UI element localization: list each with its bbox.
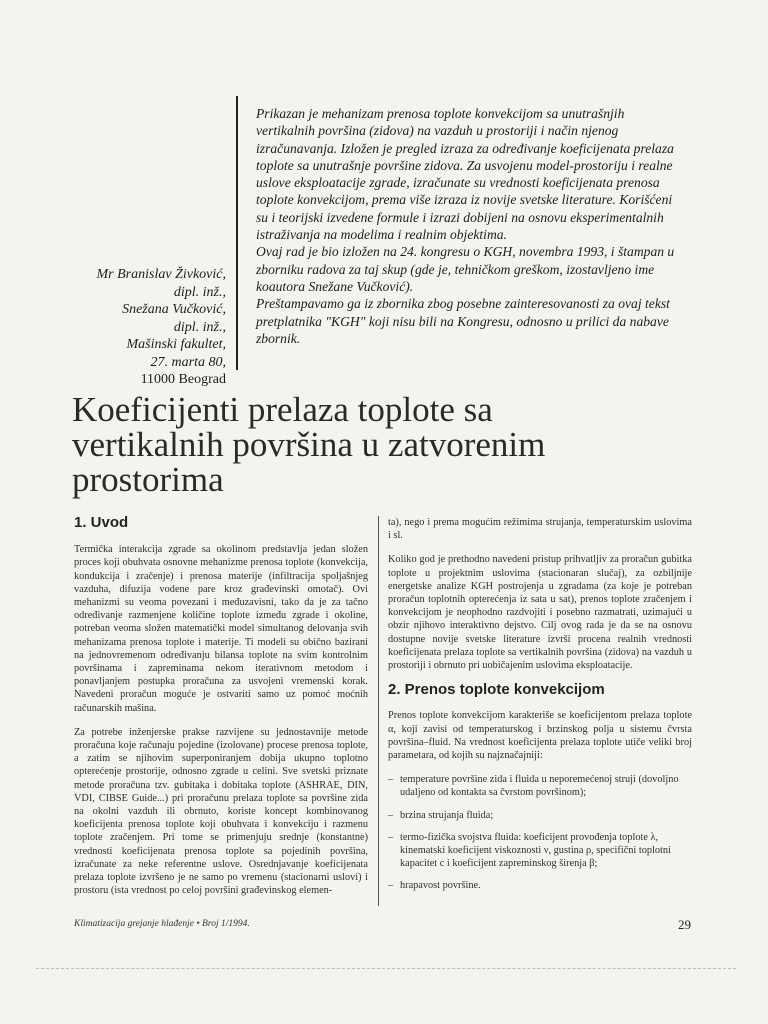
author-line: Mašinski fakultet, <box>126 337 226 352</box>
list-item: – brzina strujanja fluida; <box>388 809 692 822</box>
body-paragraph: Koliko god je prethodno navedeni pristup prihvatljiv za proračun gubitka toplote u projektnim uslovima (stacionaran slučaj), za ozbiljnije energetske analize KGH postrojenja u zgradama (za koje je potreban proračun toplotnih opterećenja iz sata u sat), prenos toplote zračenjem i konvekcijom je neophodno razdvojiti i posebno razmatrati, uzimajući u obzir njihovo interaktivno dejstvo. Cilj ovog rada je da se na osnovu dostupne novije svetske literature izvrši procena realnih vrednosti koeficijenata prelaza toplote sa vertikalnih površina (zidova) na vazduh u prostoriji i obrnuto pri uobičajenim uslovima eksploatacije. <box>388 554 692 672</box>
title-line: prostorima <box>72 460 224 499</box>
author-line: 27. marta 80, <box>150 354 226 370</box>
author-line: 11000 Beograd <box>140 372 226 387</box>
title-line: vertikalnih površina u zatvorenim <box>72 425 546 464</box>
article-title <box>72 392 712 497</box>
abstract-paragraph: Ovaj rad je bio izložen na 24. kongresu o KGH, novembra 1993, i štampan u zborniku radova za taj skup (gde je, tehničkom greškom, izostavljeno ime koautora Snežane Vučković). <box>256 244 675 294</box>
abstract <box>256 105 676 347</box>
section-heading-prenos: 2. Prenos toplote konvekcijom <box>388 681 605 699</box>
author-line: Snežana Vučković, <box>122 302 226 317</box>
body-paragraph: ta), nego i prema mogućim režimima strujanja, temperaturskim uslovima i sl. <box>388 517 692 542</box>
left-column <box>74 516 368 908</box>
parameter-list <box>388 773 692 892</box>
column-divider <box>378 516 379 906</box>
journal-footer: Klimatizacija grejanje hlađenje • Broj 1/1994. <box>74 919 250 929</box>
page-bottom-divider <box>36 968 736 970</box>
title-line: Koeficijenti prelaza toplote sa <box>72 390 493 429</box>
body-paragraph: Prenos toplote konvekcijom karakteriše se koeficijentom prelaza toplote α, koji zavisi od temperaturskog i brzinskog polja u sistemu čvrsta površina–fluid. Na vrednost koeficijenta prelaza toplote utiče veliki broj parametara, od kojih su najznačajniji: <box>388 710 692 762</box>
author-line: Mr Branislav Živković, <box>96 267 226 282</box>
right-column <box>388 516 692 902</box>
author-line: dipl. inž., <box>173 284 226 300</box>
page-number: 29 <box>678 917 691 932</box>
author-line: dipl. inž., <box>173 319 226 335</box>
abstract-paragraph: Prikazan je mehanizam prenosa toplote konvekcijom sa unutrašnjih vertikalnih površina (zidova) na vazduh u prostoriji i način njenog izračunavanja. Izložen je pregled izraza za određivanje koeficijenata prelaza toplote sa unutrašnje površine zidova. Za usvojenu model-prostoriju i realne uslove eksploatacije zgrade, izračunate su vrednosti koeficijenata prenosa toplote konvekcijom, prema više izraza iz novije svetske literature. Korišćeni su i teorijski izvedene formule i izrazi dobijeni na osnovu eksperimentalnih istraživanja na modelima i realnim objektima. <box>256 106 674 243</box>
body-paragraph: Za potrebe inženjerske prakse razvijene su jednostavnije metode proračuna koje računaju pojedine (izolovane) procese prenosa toplote, a zatim se njihovim superponiranjem dobija ukupno toplotno opterećenje prostorije, odnosno zgrade u celini. Sve svetski priznate metode proračuna tzv. gubitaka i dobitaka toplote (ASHRAE, DIN, VDI, CIBSE Guide...) pri proračunu prelaza toplote sa površine zida na okolni vazduh ili obrnuto, koriste koncept kombinovanog koeficijenta prenosa toplote koji obuhvata i konvekciju i razmenu toplote zračenjem. Pri tome se primenjuju srednje (konstantne) vrednosti koeficijenata prenosa toplote sa pojedinih površina, izračunate za neke referentne uslove. Osrednjavanje koeficijenata prelaza toplote izvršeno je ne samo po vremenu (stacionarni uslovi) i prostoru (ista vrednost po celoj površini građevinskog elemen- <box>74 726 368 897</box>
vertical-divider <box>236 96 238 370</box>
author-block <box>40 266 226 389</box>
section-heading-uvod: 1. Uvod <box>74 514 129 531</box>
list-item: – termo-fizička svojstva fluida: koeficijent provođenja toplote λ, kinematski koeficijent viskoznosti ν, gustina ρ, specifični toplotni kapacitet c i koeficijent zapreminskog širenja β; <box>388 831 692 871</box>
list-item: – hrapavost površine. <box>388 879 692 892</box>
abstract-paragraph: Preštampavamo ga iz zbornika zbog posebne zainteresovanosti za ovaj tekst pretplatnika "KGH" koji nisu bili na Kongresu, odnosno u prilici da nabave zbornik. <box>256 296 670 346</box>
list-item: – temperature površine zida i fluida u neporemećenoj struji (dovoljno udaljeno od kontakta sa čvrstom površinom); <box>388 773 692 799</box>
body-paragraph: Termička interakcija zgrade sa okolinom predstavlja jedan složen proces koji obuhvata osnovne mehanizme prenosa toplote (konvekcija, kondukcija i zračenje) i prenosa materije (infiltracija spoljašnjeg vazduha, difuzija vodene pare kroz građevinski omotač). Ovi mehanizmi su veoma povezani i međuzavisni, tako da je za tačno određivanje razmenjene količine toplote između zgrade i okoline, potreban veoma složen matematički model simultanog delovanja svih mehanizama prenosa toplote i materije. Ti modeli su obično bazirani na jednovremenom određivanju bilansa toplote na svim kontrolnim površinama i zapreminama nekom iterativnom metodom i ponavljanjem postupka proračuna za usvojeni vremenski korak. Navedeni proračun moguće je ostvariti samo uz pomoć moćnih računarskih mašina. <box>74 544 368 714</box>
